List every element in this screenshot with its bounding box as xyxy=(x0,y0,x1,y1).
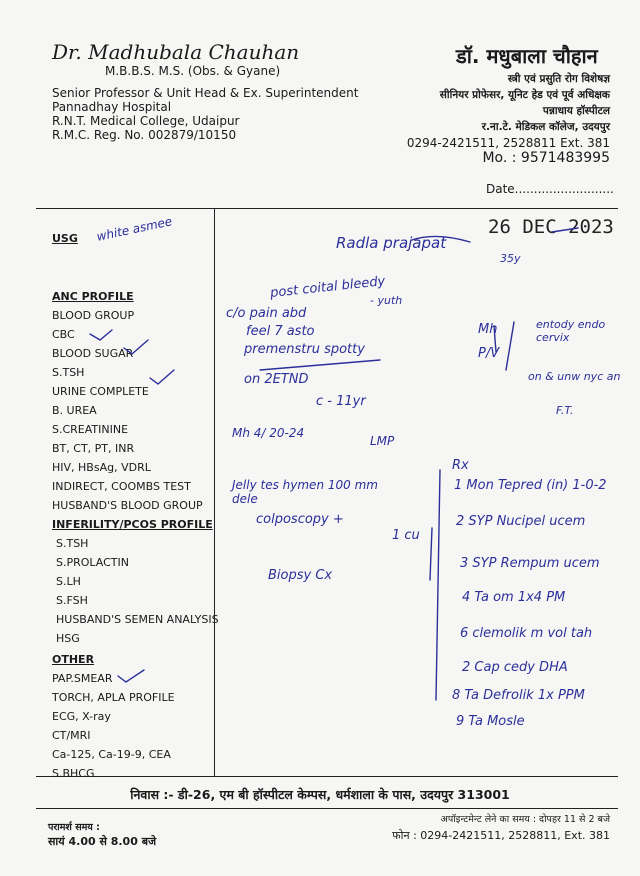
handwritten-patient-age: 35y xyxy=(500,252,521,265)
handwritten-advice: Jelly tes hymen 100 mm dele xyxy=(232,478,378,506)
handwritten-history-2: c/o pain abd xyxy=(226,306,307,321)
sidebar-test-item: TORCH, APLA PROFILE xyxy=(52,691,175,704)
sidebar-test-item: CBC xyxy=(52,328,75,341)
handwritten-history-3: - yuth xyxy=(370,294,403,307)
appointment-time: अपॉइन्टमेन्ट लेने का समय : दोपहर 11 से 2 बजे xyxy=(440,814,610,825)
sidebar-heading: ANC PROFILE xyxy=(52,290,134,303)
sidebar-test-item: HIV, HBsAg, VDRL xyxy=(52,461,151,474)
handwritten-exam-label-2: P/V xyxy=(478,346,500,361)
handwritten-history-5: premenstru spotty xyxy=(244,342,365,357)
sidebar-test-item: Ca-125, Ca-19-9, CEA xyxy=(52,748,171,761)
sidebar-test-item: URINE COMPLETE xyxy=(52,385,149,398)
handwritten-rx-symbol: Rx xyxy=(452,458,469,473)
handwritten-plan-1: colposcopy + xyxy=(256,512,344,527)
handwritten-exam-finding-3: F.T. xyxy=(556,404,574,417)
mobile-number: Mo. : 9571483995 xyxy=(482,150,610,166)
sidebar-test-item: S.TSH xyxy=(52,366,85,379)
date-stamp: 26 DEC 2023 xyxy=(488,216,614,238)
doctor-degree: M.B.B.S. M.S. (Obs. & Gyane) xyxy=(105,64,281,78)
handwritten-exam-finding-1: entody endo cervix xyxy=(536,318,606,344)
handwritten-exam-label-1: Mh xyxy=(478,322,498,337)
sidebar-test-item: S.BHCG xyxy=(52,767,95,780)
sidebar-test-item: CT/MRI xyxy=(52,729,91,742)
sidebar-test-item: INDIRECT, COOMBS TEST xyxy=(52,480,191,493)
rx-line-5: 6 clemolik m vol tah xyxy=(460,626,593,641)
residence-address: निवास :- डी-26, एम बी हॉस्पीटल केम्पस, धर्मशाला के पास, उदयपुर 313001 xyxy=(130,787,510,802)
rx-line-4: 4 Ta om 1x4 PM xyxy=(462,590,566,605)
reg-number: R.M.C. Reg. No. 002879/10150 xyxy=(52,128,237,142)
rx-line-7: 8 Ta Defrolik 1x PPM xyxy=(452,688,585,703)
handwritten-exam-finding-2: on & unw nyc an xyxy=(528,370,621,383)
hospital-hi: पन्नाधाय हॉस्पीटल xyxy=(542,105,610,117)
sidebar-test-item: BT, CT, PT, INR xyxy=(52,442,135,455)
sidebar-test-item: S.TSH xyxy=(56,537,89,550)
date-field: Date.......................... xyxy=(486,182,614,196)
sidebar-test-item: ECG, X-ray xyxy=(52,710,111,723)
handwritten-plan-2: Biopsy Cx xyxy=(268,568,333,583)
sidebar-test-item: B. UREA xyxy=(52,404,97,417)
sidebar-heading: INFERILITY/PCOS PROFILE xyxy=(52,518,213,531)
handwritten-menstrual-history: Mh 4/ 20-24 xyxy=(232,426,305,440)
sidebar-test-item: BLOOD SUGAR xyxy=(52,347,134,360)
rx-line-2: 2 SYP Nucipel ucem xyxy=(456,514,586,529)
sidebar-test-item: BLOOD GROUP xyxy=(52,309,135,322)
college-en: R.N.T. Medical College, Udaipur xyxy=(52,114,240,128)
hospital-en: Pannadhay Hospital xyxy=(52,100,172,114)
handwritten-usg-note: white asmee xyxy=(95,214,174,244)
doctor-name-hi: डॉ. मधुबाला चौहान xyxy=(456,44,598,68)
doctor-name-en: Dr. Madhubala Chauhan xyxy=(52,40,300,64)
sidebar-test-item: S.FSH xyxy=(56,594,88,607)
designation-hi: सीनियर प्रोफेसर, यूनिट हेड एवं पूर्व अधिक्षक xyxy=(439,89,610,101)
handwritten-lmp: LMP xyxy=(370,434,395,448)
consult-label: परामर्श समय : xyxy=(48,822,100,833)
college-hi: र.ना.टे. मेडिकल कॉलेज, उदयपुर xyxy=(481,121,610,133)
sidebar-test-item: HSG xyxy=(56,632,80,645)
sidebar-test-item: HUSBAND'S SEMEN ANALYSIS xyxy=(56,613,219,626)
rx-line-8: 9 Ta Mosle xyxy=(456,714,525,729)
sidebar-test-item: S.LH xyxy=(56,575,81,588)
sidebar-test-item: HUSBAND'S BLOOD GROUP xyxy=(52,499,203,512)
specialty-hi: स्त्री एवं प्रसुति रोग विशेषज्ञ xyxy=(507,73,610,85)
footer-phone: फोन : 0294-2421511, 2528811, Ext. 381 xyxy=(392,829,610,842)
handwritten-history-7: c - 11yr xyxy=(316,394,366,409)
sidebar-heading: OTHER xyxy=(52,653,95,666)
sidebar-test-item: S.CREATININE xyxy=(52,423,129,436)
handwritten-patient-name: Radla prajapat xyxy=(336,234,447,252)
designation-en: Senior Professor & Unit Head & Ex. Superintendent xyxy=(52,86,359,100)
phone-header: 0294-2421511, 2528811 Ext. 381 xyxy=(406,136,610,150)
rx-line-3: 3 SYP Rempum ucem xyxy=(460,556,600,571)
handwritten-history-6: on 2ETND xyxy=(244,372,309,387)
handwritten-history-4: feel 7 asto xyxy=(246,324,315,339)
sidebar-heading: USG xyxy=(52,232,78,245)
sidebar-test-item: S.PROLACTIN xyxy=(56,556,129,569)
consult-time: सायं 4.00 से 8.00 बजे xyxy=(48,835,157,848)
sidebar-test-item: PAP.SMEAR xyxy=(52,672,113,685)
rx-line-1: 1 Mon Tepred (in) 1-0-2 xyxy=(454,478,607,493)
handwritten-plan-3: 1 cu xyxy=(392,528,420,543)
rx-line-6: 2 Cap cedy DHA xyxy=(462,660,568,675)
handwritten-history-1: post coital bleedy xyxy=(269,274,387,301)
